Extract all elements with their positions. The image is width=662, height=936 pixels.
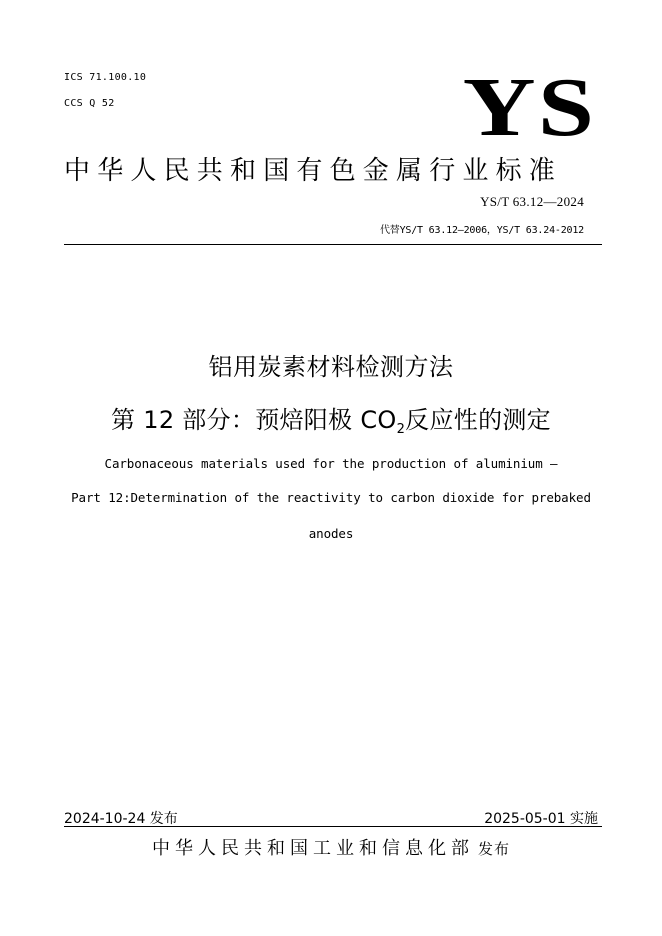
- ics-code: ICS 71.100.10: [64, 72, 147, 83]
- document-title-cn-line2: [0, 403, 662, 437]
- title-cn-line2-suffix: 反应性的测定: [405, 406, 551, 434]
- issuer-suffix: 发布: [477, 840, 510, 858]
- standard-number: YS/T 63.12—2024: [480, 194, 584, 209]
- replaces-note: 代替YS/T 63.12—2006，YS/T 63.24-2012: [379, 225, 584, 236]
- implementation-date: 2025-05-01 实施: [484, 811, 598, 827]
- co2-subscript: 2: [396, 422, 406, 437]
- standard-category-title: 中华人民共和国有色金属行业标准: [64, 156, 563, 186]
- issuer-line: [0, 834, 662, 860]
- title-cn-line2-prefix: 第 12 部分：预焙阳极 CO: [111, 406, 397, 434]
- document-title-en-line3: anodes: [308, 526, 354, 541]
- issue-date: 2024-10-24 发布: [64, 811, 178, 827]
- issuer-name: 中华人民共和国工业和信息化部: [151, 838, 474, 859]
- document-title-en-line2: Part 12:Determination of the reactivity to carbon dioxide for prebaked: [71, 490, 591, 505]
- document-title-cn-line1: 铝用炭素材料检测方法: [208, 353, 454, 381]
- document-title-en-line1: Carbonaceous materials used for the production of aluminium –: [104, 456, 558, 471]
- ccs-code: CCS Q 52: [64, 98, 115, 109]
- bottom-divider: [64, 826, 602, 827]
- ys-logo: YS: [462, 61, 596, 154]
- top-divider: [64, 244, 602, 245]
